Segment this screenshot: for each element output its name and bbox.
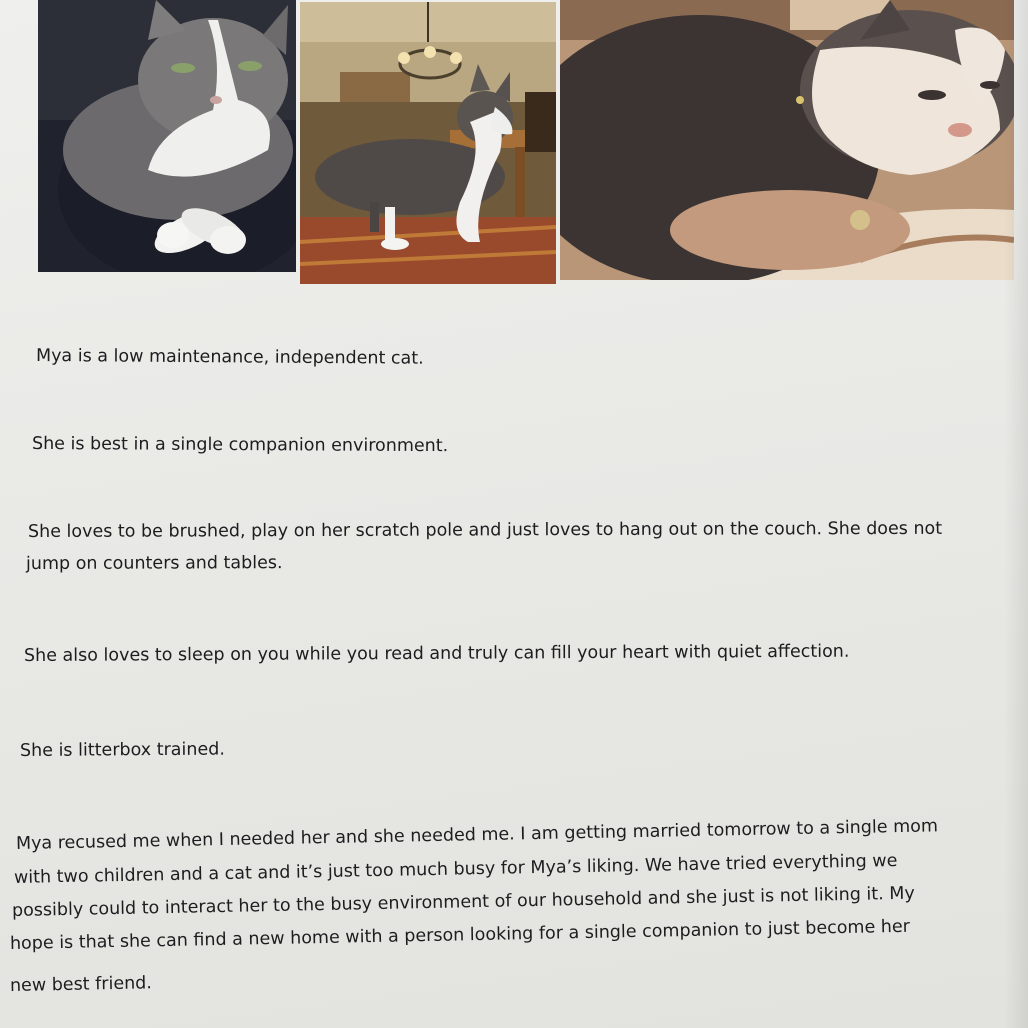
paragraph-story-line-4: hope is that she can find a new home with a person looking for a single companion to just become her	[9, 916, 911, 954]
paragraph-story-line-3: possibly could to interact her to the busy environment of our household and she just is not liking it. My	[11, 883, 915, 921]
paragraph-companion: She is best in a single companion environment.	[31, 434, 449, 457]
paragraph-litterbox: She is litterbox trained.	[19, 739, 225, 761]
paragraph-maintenance: Mya is a low maintenance, independent cat.	[35, 346, 424, 369]
paragraph-story-line-2: with two children and a cat and it’s just too much busy for Mya’s liking. We have tried everything we	[13, 851, 898, 888]
paragraph-loves-line-2: jump on counters and tables.	[25, 553, 283, 574]
photo-strip	[0, 0, 1028, 290]
cat-photo-resting	[560, 0, 1014, 280]
cat-photo-lying	[38, 0, 296, 272]
paragraph-story-line-1: Mya recused me when I needed her and she needed me. I am getting married tomorrow to a single mom	[15, 816, 939, 854]
page-shadow	[1004, 0, 1028, 1028]
paragraph-story-line-5: new best friend.	[9, 973, 153, 996]
paragraph-loves-line-1: She loves to be brushed, play on her scratch pole and just loves to hang out on the couch. She does not	[27, 518, 943, 542]
paragraph-sleep: She also loves to sleep on you while you read and truly can fill your heart with quiet affection.	[23, 641, 850, 666]
cat-photo-standing	[300, 2, 556, 284]
